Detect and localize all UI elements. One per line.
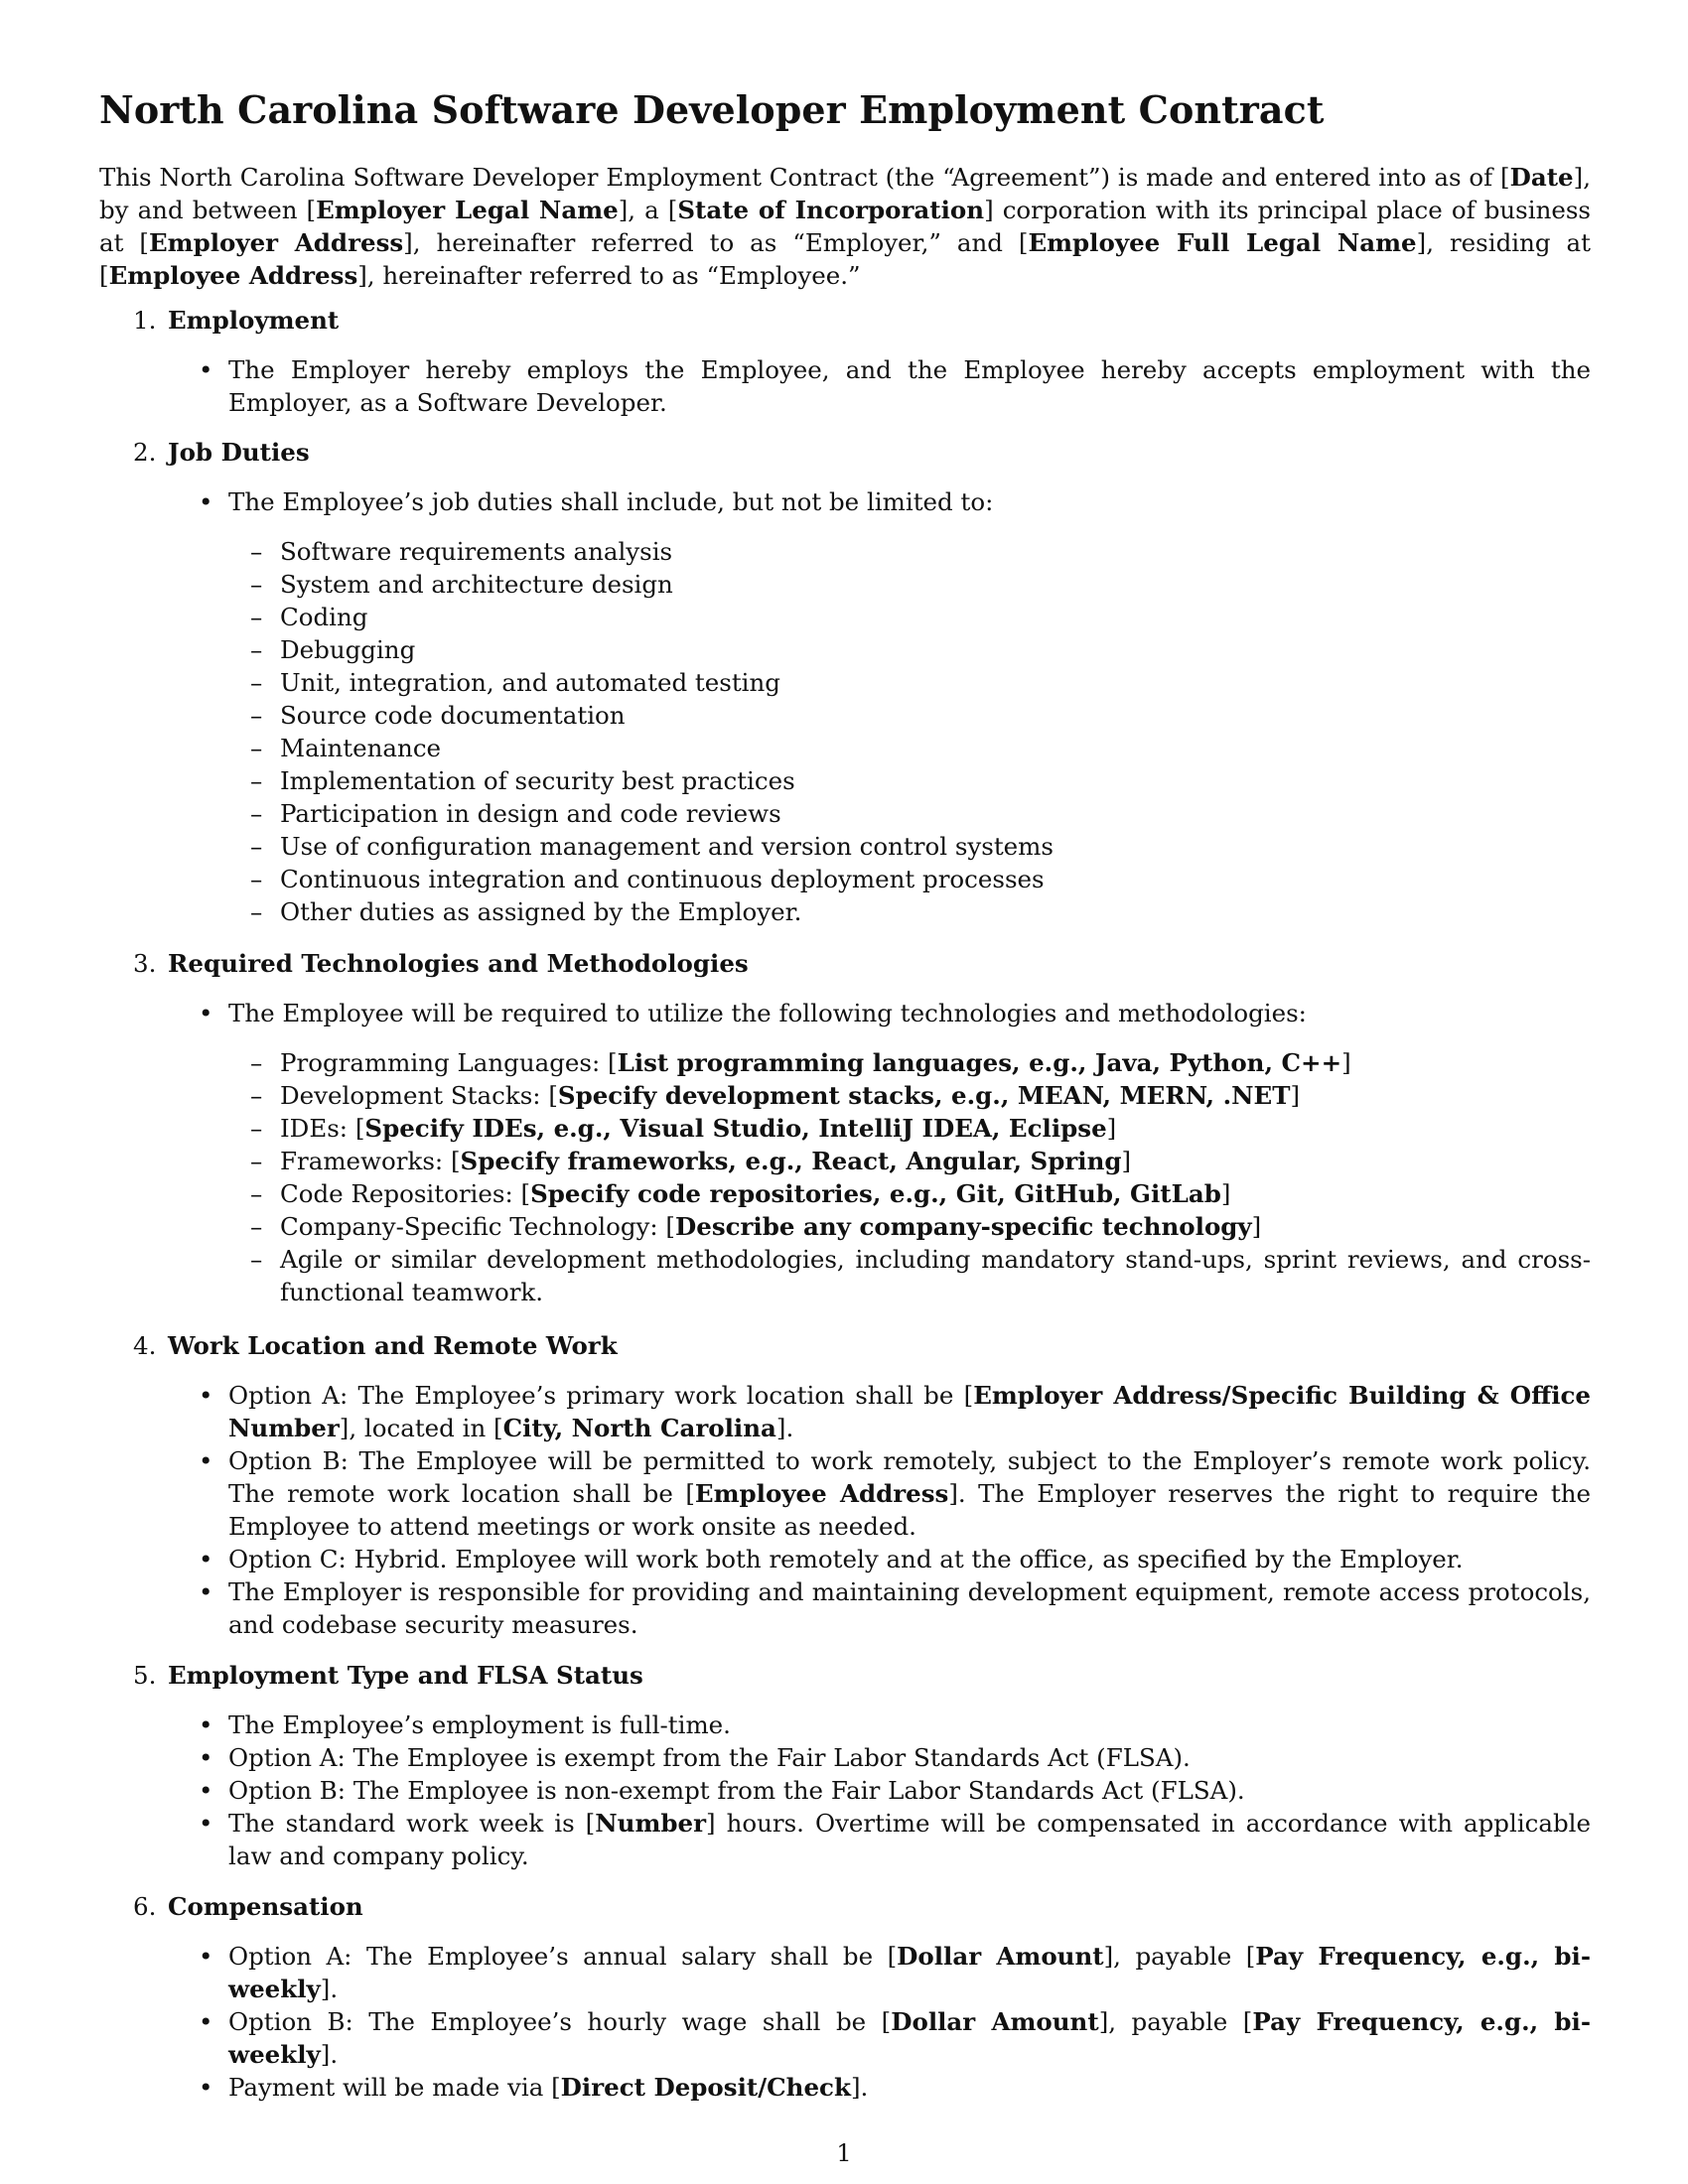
duty-item: – Debugging [280, 633, 1591, 666]
duty-item: – Use of configuration management and version control systems [280, 830, 1591, 863]
list-item: • The Employer hereby employs the Employee, and the Employee hereby accepts employment with the Employer, as a Software Developer. [228, 353, 1591, 419]
placeholder-salary-amount: Dollar Amount [897, 1942, 1104, 1971]
section-required-technologies [99, 947, 1591, 1308]
placeholder-payment-method: Direct Deposit/Check [560, 2073, 851, 2102]
document-title: North Carolina Software Developer Employment Contract [99, 87, 1325, 132]
duties-list [228, 535, 1591, 928]
placeholder-date: Date [1509, 163, 1574, 192]
duty-item: – Continuous integration and continuous deployment processes [280, 863, 1591, 895]
section-title: Compensation [168, 1892, 363, 1921]
placeholder-development-stacks: Specify development stacks, e.g., MEAN, MERN, .NET [557, 1081, 1291, 1110]
placeholder-frameworks: Specify frameworks, e.g., React, Angular, Spring [460, 1147, 1122, 1175]
placeholder-code-repositories: Specify code repositories, e.g., Git, GitHub, GitLab [530, 1179, 1221, 1208]
tech-item-programming-languages: – Programming Languages: [List programming languages, e.g., Java, Python, C++] [280, 1046, 1591, 1079]
list-item: • Option B: The Employee is non-exempt from the Fair Labor Standards Act (FLSA). [228, 1774, 1591, 1807]
list-item: • Payment will be made via [Direct Deposit/Check]. [228, 2071, 1591, 2104]
list-item: • Option B: The Employee’s hourly wage shall be [Dollar Amount], payable [Pay Frequency, e.g., bi-weekly]. [228, 2005, 1591, 2071]
technologies-list [228, 1046, 1591, 1308]
list-item: • The Employer is responsible for providing and maintaining development equipment, remote access protocols, and codebase security measures. [228, 1575, 1591, 1641]
bullet-list [99, 997, 1591, 1308]
section-number: 4. [133, 1331, 157, 1360]
section-heading [99, 1329, 1591, 1362]
tech-item-development-stacks: – Development Stacks: [Specify development stacks, e.g., MEAN, MERN, .NET] [280, 1079, 1591, 1112]
placeholder-ides: Specify IDEs, e.g., Visual Studio, IntelliJ IDEA, Eclipse [364, 1114, 1107, 1143]
bullet-list [99, 1708, 1591, 1872]
list-item: • Option A: The Employee’s annual salary shall be [Dollar Amount], payable [Pay Frequency, e.g., bi-weekly]. [228, 1940, 1591, 2005]
duty-item: – Other duties as assigned by the Employer. [280, 895, 1591, 928]
duty-item: – Coding [280, 601, 1591, 633]
list-item: • Option A: The Employee’s primary work location shall be [Employer Address/Specific Building & Office Number], located in [City, North Carolina]. [228, 1379, 1591, 1444]
section-number: 1. [133, 306, 157, 335]
placeholder-hours: Number [595, 1809, 707, 1838]
section-title: Job Duties [168, 438, 310, 467]
placeholder-city: City, North Carolina [502, 1414, 776, 1442]
duty-item: – System and architecture design [280, 568, 1591, 601]
duty-item: – Unit, integration, and automated testing [280, 666, 1591, 699]
placeholder-employer-legal-name: Employer Legal Name [316, 196, 619, 224]
intro-paragraph: This North Carolina Software Developer Employment Contract (the “Agreement”) is made and entered into as of [Date], by and between [Employer Legal Name], a [State of Incorporation] corporation with its principal place of business at [Employer Address], hereinafter referred to as “Employer,” and [Employee Full Legal Name], residing at [Employee Address], hereinafter referred to as “Employee.” [99, 163, 1592, 290]
placeholder-employee-address: Employee Address [108, 261, 358, 290]
bullet-list [99, 485, 1591, 928]
placeholder-programming-languages: List programming languages, e.g., Java, Python, C++ [617, 1048, 1342, 1077]
duty-item: – Maintenance [280, 732, 1591, 764]
section-title: Employment [168, 306, 340, 335]
section-number: 3. [133, 949, 157, 978]
section-employment [99, 304, 1591, 419]
section-compensation [99, 1890, 1591, 2104]
bullet-list [99, 353, 1591, 419]
duty-item: – Source code documentation [280, 699, 1591, 732]
section-title: Employment Type and FLSA Status [168, 1661, 643, 1690]
placeholder-state-of-incorporation: State of Incorporation [677, 196, 985, 224]
placeholder-pay-frequency: Pay Frequency, e.g., bi-weekly [228, 1942, 1591, 2003]
tech-item-code-repositories: – Code Repositories: [Specify code repositories, e.g., Git, GitHub, GitLab] [280, 1177, 1591, 1210]
tech-item-agile: – Agile or similar development methodologies, including mandatory stand-ups, sprint reviews, and cross-functional teamwork. [280, 1243, 1591, 1308]
tech-item-ides: – IDEs: [Specify IDEs, e.g., Visual Studio, IntelliJ IDEA, Eclipse] [280, 1112, 1591, 1145]
bullet-list [99, 1940, 1591, 2104]
duty-item: – Implementation of security best practices [280, 764, 1591, 797]
list-item: • Option A: The Employee is exempt from the Fair Labor Standards Act (FLSA). [228, 1741, 1591, 1774]
section-number: 6. [133, 1892, 157, 1921]
placeholder-hourly-amount: Dollar Amount [891, 2007, 1099, 2036]
list-item: • The Employee’s job duties shall include, but not be limited to: – Software requirements analysis – System and architecture design – Coding – Debugging – Unit, integration, and automated testing – Source code documentation – Maintenance – Implementation of security best practices – Participation in design and code reviews – Use of configuration management and version control systems – Continuous integration and continuous deployment processes – Other duties as assigned by the Employer. [228, 485, 1591, 928]
section-title: Work Location and Remote Work [168, 1331, 618, 1360]
section-number: 5. [133, 1661, 157, 1690]
list-item: • The Employee will be required to utilize the following technologies and methodologies: – Programming Languages: [List programming languages, e.g., Java, Python, C++] – Development Stacks: [Specify development stacks, e.g., MEAN, MERN, .NET] – IDEs: [Specify IDEs, e.g., Visual Studio, IntelliJ IDEA, Eclipse] – Frameworks: [Specify frameworks, e.g., React, Angular, Spring] – Code Repositories: [Specify code repositories, e.g., Git, GitHub, GitLab] – Company-Specific Technology: [Describe any company-specific technology] – Agile or similar development methodologies, including mandatory stand-ups, sprint reviews, and cross-functional teamwork. [228, 997, 1591, 1308]
section-title: Required Technologies and Methodologies [168, 949, 749, 978]
list-item: • Option C: Hybrid. Employee will work both remotely and at the office, as specified by the Employer. [228, 1543, 1591, 1575]
list-item: • Option B: The Employee will be permitted to work remotely, subject to the Employer’s remote work policy. The remote work location shall be [Employee Address]. The Employer reserves the right to require the Employee to attend meetings or work onsite as needed. [228, 1444, 1591, 1543]
section-heading [99, 1890, 1591, 1923]
section-heading [99, 1659, 1591, 1692]
tech-item-frameworks: – Frameworks: [Specify frameworks, e.g., React, Angular, Spring] [280, 1145, 1591, 1177]
placeholder-pay-frequency: Pay Frequency, e.g., bi-weekly [228, 2007, 1591, 2069]
placeholder-employer-address: Employer Address [148, 228, 404, 257]
placeholder-company-specific-technology: Describe any company-specific technology [674, 1212, 1252, 1241]
duty-item: – Software requirements analysis [280, 535, 1591, 568]
section-number: 2. [133, 438, 157, 467]
section-employment-type [99, 1659, 1591, 1872]
list-item: • The standard work week is [Number] hours. Overtime will be compensated in accordance with applicable law and company policy. [228, 1807, 1591, 1872]
duty-item: – Participation in design and code reviews [280, 797, 1591, 830]
placeholder-office-location: Employer Address/Specific Building & Office Number [228, 1381, 1592, 1442]
section-job-duties [99, 436, 1591, 928]
section-heading [99, 436, 1591, 469]
section-work-location [99, 1329, 1591, 1641]
page-number: 1 [836, 2139, 852, 2167]
section-heading [99, 304, 1591, 337]
placeholder-employee-full-legal-name: Employee Full Legal Name [1028, 228, 1417, 257]
list-item: • The Employee’s employment is full-time. [228, 1708, 1591, 1741]
placeholder-remote-address: Employee Address [694, 1479, 949, 1508]
section-heading [99, 947, 1591, 980]
tech-item-company-specific: – Company-Specific Technology: [Describe any company-specific technology] [280, 1210, 1591, 1243]
bullet-list [99, 1379, 1591, 1641]
